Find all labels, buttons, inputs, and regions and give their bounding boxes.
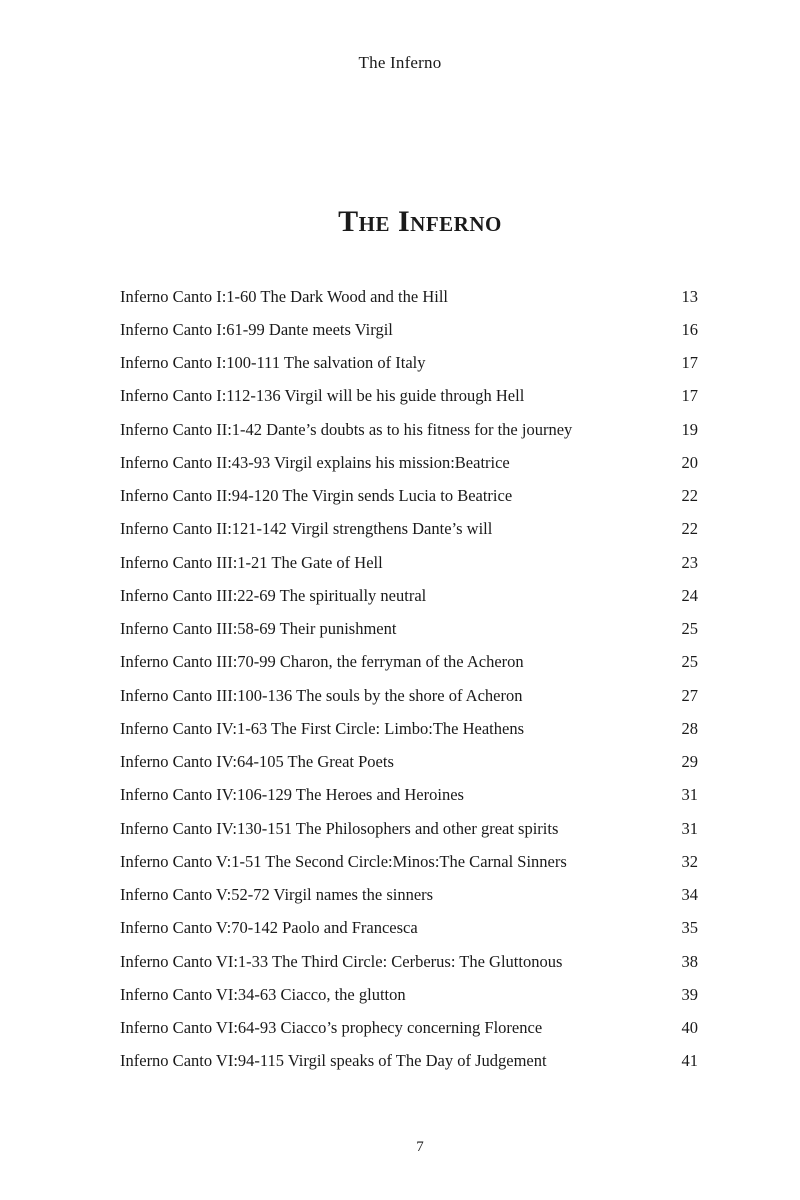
toc-entry-label: Inferno Canto III:70-99 Charon, the ferryman of the Acheron	[120, 652, 524, 672]
toc-entry-page-number: 35	[681, 918, 698, 938]
toc-entry	[120, 912, 698, 945]
toc-entry-page-number: 19	[681, 419, 698, 439]
toc-entry-page-number: 23	[681, 552, 698, 572]
running-header: The Inferno	[358, 53, 442, 72]
toc-entry	[120, 313, 698, 346]
toc-entry-label: Inferno Canto I:61-99 Dante meets Virgil	[120, 319, 393, 339]
toc-entry	[120, 613, 698, 646]
toc-entry-label: Inferno Canto IV:64-105 The Great Poets	[120, 752, 394, 772]
toc-entry	[120, 779, 698, 812]
toc-entry-label: Inferno Canto VI:1-33 The Third Circle: Cerberus: The Gluttonous	[120, 951, 563, 971]
section-title: The Inferno	[338, 205, 502, 238]
toc-entry	[120, 413, 698, 446]
toc-entry-label: Inferno Canto IV:1-63 The First Circle: Limbo:The Heathens	[120, 718, 525, 738]
toc-entry	[120, 679, 698, 712]
toc-entry-page-number: 29	[681, 752, 698, 772]
toc-entry-page-number: 41	[681, 1051, 698, 1071]
toc-entry-label: Inferno Canto V:52-72 Virgil names the sinners	[120, 885, 434, 905]
toc-entry	[120, 879, 698, 912]
toc-entry-page-number: 22	[681, 486, 698, 506]
toc-entry-label: Inferno Canto II:43-93 Virgil explains his mission:Beatrice	[120, 452, 510, 472]
toc-entry	[120, 845, 698, 878]
toc-entry-label: Inferno Canto I:100-111 The salvation of Italy	[120, 353, 426, 373]
toc-entry-label: Inferno Canto V:1-51 The Second Circle:Minos:The Carnal Sinners	[120, 851, 567, 871]
toc-entry-page-number: 25	[681, 619, 698, 639]
toc-entry	[120, 347, 698, 380]
toc-entry-page-number: 17	[681, 353, 698, 373]
toc-entry-page-number: 16	[681, 319, 698, 339]
toc-entry-page-number: 25	[681, 652, 698, 672]
toc-entry-page-number: 20	[681, 452, 698, 472]
toc-entry-label: Inferno Canto III:22-69 The spiritually neutral	[120, 585, 427, 605]
toc-entry	[120, 1045, 698, 1078]
toc-entry	[120, 978, 698, 1011]
toc-entry-label: Inferno Canto II:94-120 The Virgin sends Lucia to Beatrice	[120, 486, 513, 506]
toc-entry-page-number: 32	[681, 851, 698, 871]
toc-entry	[120, 746, 698, 779]
toc-entry-label: Inferno Canto V:70-142 Paolo and Francesca	[120, 918, 418, 938]
table-of-contents	[120, 280, 698, 1078]
toc-entry	[120, 945, 698, 978]
toc-entry-page-number: 38	[681, 951, 698, 971]
toc-entry	[120, 1012, 698, 1045]
toc-entry	[120, 446, 698, 479]
toc-entry-page-number: 22	[681, 519, 698, 539]
toc-entry-label: Inferno Canto III:1-21 The Gate of Hell	[120, 552, 383, 572]
toc-entry	[120, 480, 698, 513]
toc-entry-page-number: 39	[681, 984, 698, 1004]
toc-entry	[120, 513, 698, 546]
toc-entry-page-number: 17	[681, 386, 698, 406]
toc-entry	[120, 280, 698, 313]
toc-entry	[120, 712, 698, 745]
toc-entry-label: Inferno Canto I:112-136 Virgil will be his guide through Hell	[120, 386, 525, 406]
toc-entry-page-number: 13	[681, 286, 698, 306]
toc-entry-label: Inferno Canto II:1-42 Dante’s doubts as to his fitness for the journey	[120, 419, 573, 439]
page-number: 7	[416, 1139, 424, 1155]
toc-entry-label: Inferno Canto IV:106-129 The Heroes and Heroines	[120, 785, 464, 805]
toc-entry	[120, 380, 698, 413]
toc-entry-page-number: 40	[681, 1018, 698, 1038]
toc-entry-page-number: 34	[681, 885, 698, 905]
toc-entry	[120, 579, 698, 612]
toc-entry-label: Inferno Canto III:100-136 The souls by the shore of Acheron	[120, 685, 523, 705]
toc-entry-label: Inferno Canto VI:94-115 Virgil speaks of The Day of Judgement	[120, 1051, 547, 1071]
toc-entry-page-number: 24	[681, 585, 698, 605]
toc-entry-page-number: 31	[681, 818, 698, 838]
toc-entry	[120, 812, 698, 845]
toc-entry-label: Inferno Canto II:121-142 Virgil strengthens Dante’s will	[120, 519, 493, 539]
toc-entry-page-number: 28	[681, 718, 698, 738]
toc-entry-label: Inferno Canto VI:64-93 Ciacco’s prophecy concerning Florence	[120, 1018, 543, 1038]
toc-entry-label: Inferno Canto I:1-60 The Dark Wood and the Hill	[120, 286, 448, 306]
toc-entry-label: Inferno Canto III:58-69 Their punishment	[120, 619, 397, 639]
toc-entry-page-number: 27	[681, 685, 698, 705]
toc-entry-label: Inferno Canto VI:34-63 Ciacco, the glutton	[120, 984, 406, 1004]
toc-entry	[120, 646, 698, 679]
toc-entry-page-number: 31	[681, 785, 698, 805]
toc-entry-label: Inferno Canto IV:130-151 The Philosophers and other great spirits	[120, 818, 559, 838]
toc-entry	[120, 546, 698, 579]
